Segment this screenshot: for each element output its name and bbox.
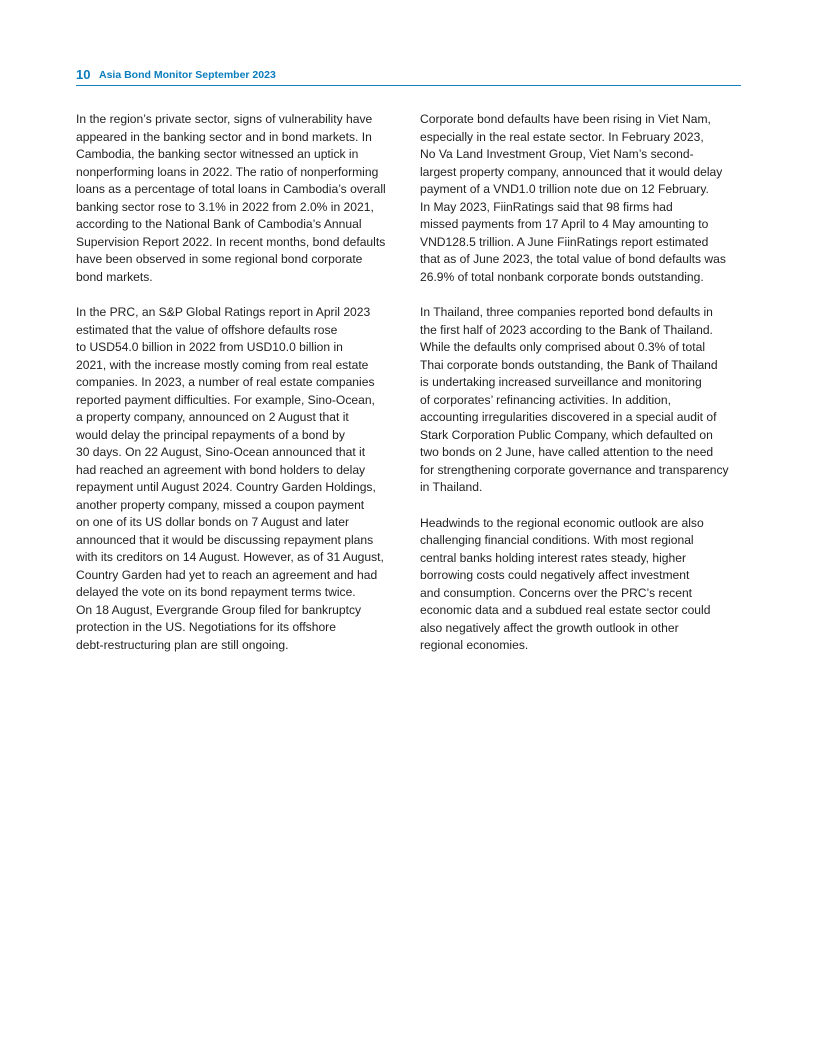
paragraph-line: Country Garden had yet to reach an agreement and had [76, 567, 378, 582]
left-column [76, 111, 404, 672]
paragraph-line: economic data and a subdued real estate sector could [420, 603, 711, 617]
paragraph-line: loans as a percentage of total loans in Cambodia’s overall [76, 182, 386, 196]
body-paragraph [76, 111, 404, 286]
paragraph-line: Corporate bond defaults have been rising in Viet Nam, [420, 112, 711, 126]
body-paragraph [420, 515, 748, 655]
paragraph-line: On 18 August, Evergrande Group filed for bankruptcy [76, 602, 362, 617]
paragraph-line: appeared in the banking sector and in bond markets. In [76, 129, 372, 144]
paragraph-line: VND128.5 trillion. A June FiinRatings report estimated [420, 234, 709, 249]
paragraph-line: another property company, missed a coupon payment [76, 497, 365, 512]
paragraph-line: nonperforming loans in 2022. The ratio of nonperforming [76, 164, 379, 179]
paragraph-line: missed payments from 17 April to 4 May amounting to [420, 217, 709, 231]
paragraph-line: a property company, announced on 2 August that it [76, 410, 349, 424]
paragraph-line: protection in the US. Negotiations for its offshore [76, 620, 336, 634]
paragraph-line: central banks holding interest rates steady, higher [420, 550, 686, 565]
paragraph-line: In Thailand, three companies reported bond defaults in [420, 305, 713, 319]
body-paragraph [420, 111, 748, 286]
paragraph-line: on one of its US dollar bonds on 7 August and later [76, 515, 349, 529]
page-number: 10 [76, 67, 91, 82]
paragraph-line: bond markets. [76, 269, 153, 284]
paragraph-line: repayment until August 2024. Country Garden Holdings, [76, 480, 376, 494]
paragraph-line: Thai corporate bonds outstanding, the Bank of Thailand [420, 357, 718, 372]
paragraph-line: reported payment difficulties. For example, Sino-Ocean, [76, 392, 375, 407]
right-column [420, 111, 748, 673]
paragraph-line: in Thailand. [420, 480, 483, 494]
paragraph-line: is undertaking increased surveillance and monitoring [420, 375, 702, 389]
paragraph-line: In the PRC, an S&P Global Ratings report in April 2023 [76, 305, 371, 319]
paragraph-line: for strengthening corporate governance and transparency [420, 462, 729, 477]
body-paragraph [420, 304, 748, 497]
paragraph-line: borrowing costs could negatively affect investment [420, 568, 690, 582]
paragraph-line: Supervision Report 2022. In recent months, bond defaults [76, 234, 386, 249]
page-header [76, 66, 741, 86]
paragraph-line: especially in the real estate sector. In February 2023, [420, 129, 704, 144]
paragraph-line: of corporates’ refinancing activities. In addition, [420, 392, 671, 407]
paragraph-line: largest property company, announced that it would delay [420, 164, 723, 179]
paragraph-line: banking sector rose to 3.1% in 2022 from 2.0% in 2021, [76, 199, 374, 214]
paragraph-line: have been observed in some regional bond corporate [76, 252, 363, 266]
paragraph-line: 2021, with the increase mostly coming from real estate [76, 357, 369, 372]
paragraph-line: Headwinds to the regional economic outlook are also [420, 515, 704, 530]
paragraph-line: In the region’s private sector, signs of vulnerability have [76, 112, 373, 126]
paragraph-line: to USD54.0 billion in 2022 from USD10.0 billion in [76, 340, 343, 354]
paragraph-line: with its creditors on 14 August. However, as of 31 August, [76, 550, 384, 564]
paragraph-line: accounting irregularities discovered in a special audit of [420, 410, 717, 424]
paragraph-line: according to the National Bank of Cambodia’s Annual [76, 217, 362, 231]
paragraph-line: No Va Land Investment Group, Viet Nam’s second- [420, 147, 694, 161]
body-paragraph [76, 304, 404, 654]
paragraph-line: the first half of 2023 according to the Bank of Thailand. [420, 322, 713, 337]
paragraph-line: Cambodia, the banking sector witnessed an uptick in [76, 147, 359, 161]
paragraph-line: payment of a VND1.0 trillion note due on 12 February. [420, 182, 709, 196]
paragraph-line: would delay the principal repayments of a bond by [76, 427, 345, 442]
paragraph-line: debt-restructuring plan are still ongoing. [76, 637, 289, 652]
paragraph-line: regional economies. [420, 638, 529, 652]
paragraph-line: In May 2023, FiinRatings said that 98 firms had [420, 199, 673, 214]
running-title: Asia Bond Monitor September 2023 [99, 69, 276, 81]
paragraph-line: companies. In 2023, a number of real estate companies [76, 375, 375, 389]
paragraph-line: had reached an agreement with bond holders to delay [76, 462, 366, 477]
paragraph-line: estimated that the value of offshore defaults rose [76, 322, 338, 337]
paragraph-line: that as of June 2023, the total value of bond defaults was [420, 252, 726, 266]
paragraph-line: 26.9% of total nonbank corporate bonds outstanding. [420, 269, 704, 284]
paragraph-line: two bonds on 2 June, have called attention to the need [420, 445, 714, 459]
paragraph-line: 30 days. On 22 August, Sino-Ocean announced that it [76, 445, 366, 459]
paragraph-line: announced that it would be discussing repayment plans [76, 532, 374, 547]
paragraph-line: Stark Corporation Public Company, which defaulted on [420, 427, 713, 442]
paragraph-line: delayed the vote on its bond repayment terms twice. [76, 585, 356, 599]
paragraph-line: While the defaults only comprised about 0.3% of total [420, 340, 706, 354]
paragraph-line: also negatively affect the growth outlook in other [420, 620, 679, 635]
paragraph-line: and consumption. Concerns over the PRC’s recent [420, 585, 693, 600]
paragraph-line: challenging financial conditions. With most regional [420, 533, 694, 547]
